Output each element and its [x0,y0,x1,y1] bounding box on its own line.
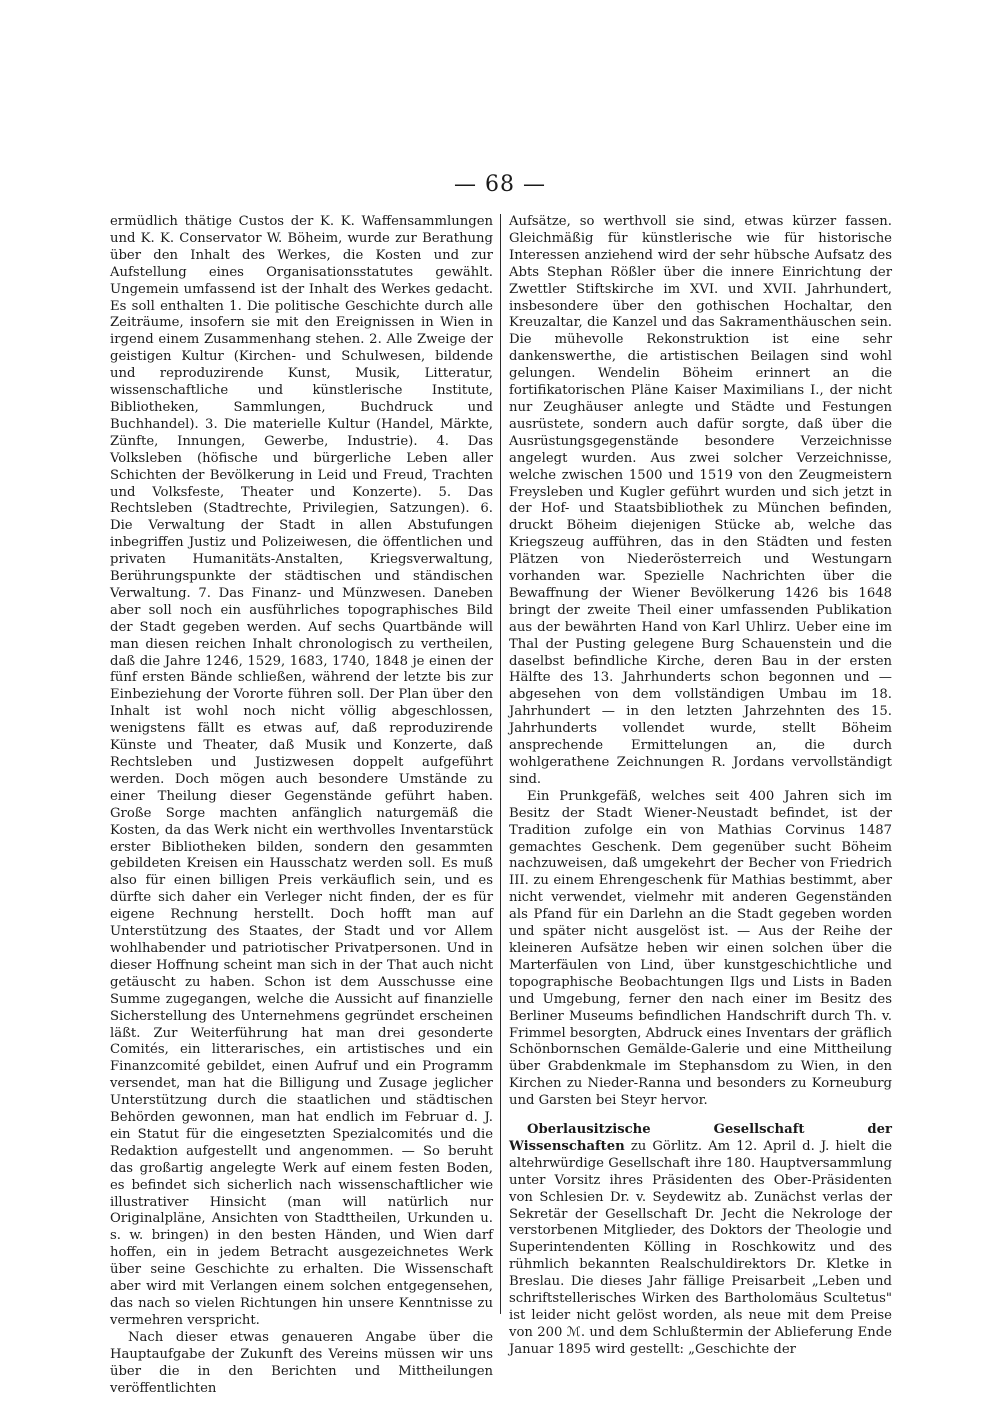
paragraph: Nach dieser etwas genaueren Angabe über die Hauptaufgabe der Zukunft des Vereins müssen wir uns über die in den Berichten und Mittheilungen veröffentlichten [110,1329,493,1396]
section-text: zu Görlitz. Am 12. April d. J. hielt die altehrwürdige Gesellschaft ihre 180. Hauptversammlung unter Vorsitz ihres Präsidenten des Ober-Präsidenten von Schlesien Dr. v. Seydewitz ab. Zunächst verlas der Sekretär der Gesellschaft Dr. Jecht die Nekrologe der verstorbenen Mitglieder, des Doktors der Theologie und Superintendenten Kölling in Roschkowitz und des rühmlich bekannten Realschuldirektors Dr. Kletke in Breslau. Die dieses Jahr fällige Preisarbeit „Leben und schriftstellerisches Wirken des Bartholomäus Scultetus" ist leider nicht gelöst worden, als neue mit dem Preise von 200 ℳ. und dem Schlußtermin der Ablieferung Ende Januar 1895 wird gestellt: „Geschichte der [509,1138,893,1357]
page-number: — 68 — [454,172,546,197]
section-heading: Oberlausitzische Gesellschaft der Wissenschaften [509,1122,892,1154]
section-gap [509,1110,892,1122]
section-paragraph [509,1122,892,1359]
paragraph: ermüdlich thätige Custos der K. K. Waffensammlungen und K. K. Conservator W. Böheim, wurde zur Berathung über den Inhalt des Werkes, die Kosten und zur Aufstellung eines Organisationsstatutes gewählt. Ungemein umfassend ist der Inhalt des Werkes gedacht. Es soll enthalten 1. Die politische Geschichte durch alle Zeiträume, insofern sie mit den Ereignissen in Wien in irgend einem Zusammenhang stehen. 2. Alle Zweige der geistigen Kultur (Kirchen- und Schulwesen, bildende und reproduzirende Kunst, Musik, Litteratur, wissenschaftliche und künstlerische Institute, Bibliotheken, Sammlungen, Buchdruck und Buchhandel). 3. Die materielle Kultur (Handel, Märkte, Zünfte, Innungen, Gewerbe, Industrie). 4. Das Volksleben (höfische und bürgerliche Leben aller Schichten der Bevölkerung in Leid und Freud, Trachten und Volksfeste, Theater und Konzerte). 5. Das Rechtsleben (Stadtrechte, Privilegien, Satzungen). 6. Die Verwaltung der Stadt in allen Abstufungen inbegriffen Justiz und Polizeiwesen, die öffentlichen und privaten Humanitäts-Anstalten, Kriegsverwaltung, Berührungspunkte der städtischen und ständischen Verwaltung. 7. Das Finanz- und Münzwesen. Daneben aber soll noch ein ausführliches topographisches Bild der Stadt gegeben werden. Auf sechs Quartbände will man diesen reichen Inhalt chronologisch zu vertheilen, daß die Jahre 1246, 1529, 1683, 1740, 1848 je einen der fünf ersten Bände schließen, während der letzte bis zur Einbeziehung der Vororte führen soll. Der Plan über den Inhalt ist wohl noch nicht völlig abgeschlossen, wenigstens fällt es etwas auf, daß reproduzirende Künste und Theater, daß Musik und Konzerte, daß Rechtsleben und Justizwesen doppelt aufgeführt werden. Doch mögen auch besondere Umstände zu einer Theilung dieser Gegenstände geführt haben. Große Sorge machten anfänglich naturgemäß die Kosten, da das Werk nicht ein werthvolles Inventarstück erster Bibliotheken bilden, sondern den gesammten gebildeten Kreisen ein Hausschatz werden soll. Es muß also für einen billigen Preis verkäuflich sein, und es dürfte sich daher ein Verleger nicht finden, der es für eigene Rechnung herstellt. Doch hofft man auf Unterstützung des Staates, der Stadt und vor Allem wohlhabender und patriotischer Privatpersonen. Und in dieser Hoffnung scheint man sich in der That auch nicht getäuscht zu haben. Schon ist dem Ausschusse eine Summe zugegangen, welche die Aussicht auf finanzielle Sicherstellung des Unternehmens gegründet erscheinen läßt. Zur Weiterführung hat man drei gesonderte Comités, ein litterarisches, ein artistisches und ein Finanzcomité gebildet, einen Aufruf und ein Programm versendet, man hat die Billigung und Zusage jeglicher Unterstützung durch die staatlichen und städtischen Behörden gewonnen, man hat endlich im Februar d. J. ein Statut für die eingesetzten Spezialcomités und die Redaktion aufgestellt und angenommen. — So beruht das großartig angelegte Werk auf einem festen Boden, es befindet sich sicherlich nach wissenschaftlicher wie illustrativer Hinsicht (man will natürlich nur Originalpläne, Ansichten von Stadttheilen, Urkunden u. s. w. bringen) in den besten Händen, und Wien darf hoffen, ein in jedem Betracht ausgezeichnetes Werk über seine Geschichte zu erhalten. Die Wissenschaft aber wird mit Verlangen einem solchen entgegensehen, das nach so vielen Richtungen hin unsere Kenntnisse zu vermehren verspricht. [110,214,493,1328]
paragraph: Aufsätze, so werthvoll sie sind, etwas kürzer fassen. Gleichmäßig für künstlerische wie für historische Interessen anziehend wird der sehr hübsche Aufsatz des Abts Stephan Rößler über die innere Einrichtung der Zwettler Stiftskirche im XVI. und XVII. Jahrhundert, insbesondere über den gothischen Hochaltar, den Kreuzaltar, die Kanzel und das Sakramenthäuschen sein. Die mühevolle Rekonstruktion ist eine sehr dankenswerthe, die artistischen Beilagen sind wohl gelungen. Wendelin Böheim erinnert an die fortifikatorischen Pläne Kaiser Maximilians I., der nicht nur Zeughäuser anlegte und Städte und Festungen ausrüstete, sondern auch dafür sorgte, daß über die Ausrüstungsgegenstände besondere Verzeichnisse angelegt wurden. Aus zwei solcher Verzeichnisse, welche zwischen 1500 und 1519 von den Zeugmeistern Freysleben und Kugler geführt wurden und sich jetzt in der Hof- und Staatsbibliothek zu München befinden, druckt Böheim diejenigen Stücke ab, welche das Kriegszeug aufführen, das in den Städten und festen Plätzen von Niederösterreich und Westungarn vorhanden war. Spezielle Nachrichten über die Bewaffnung der Wiener Bevölkerung 1426 bis 1648 bringt der zweite Theil einer umfassenden Publikation aus der bewährten Hand von Karl Uhlirz. Ueber eine im Thal der Pusting gelegene Burg Schauenstein und die daselbst befindliche Kirche, deren Bau in der ersten Hälfte des 13. Jahrhunderts schon begonnen und — abgesehen von dem vollständigen Umbau im 18. Jahrhundert — in den letzten Jahrzehnten des 15. Jahrhunderts vollendet wurde, stellt Böheim ansprechende Ermittelungen an, die durch wohlgerathene Zeichnungen R. Jordans vervollständigt sind. [509,214,892,787]
left-column [110,214,493,1397]
paragraph: Ein Prunkgefäß, welches seit 400 Jahren sich im Besitz der Stadt Wiener-Neustadt befindet, ist der Tradition zufolge ein von Mathias Corvinus 1487 gemachtes Geschenk. Dem gegenüber sucht Böheim nachzuweisen, daß umgekehrt der Becher von Friedrich III. zu einem Ehrengeschenk für Mathias bestimmt, aber nicht verwendet, vielmehr mit anderen Gegenständen als Pfand für ein Darlehn an die Stadt gegeben worden und später nicht ausgelöst ist. — Aus der Reihe der kleineren Aufsätze heben wir einen solchen über die Marterfäulen von Lind, über kunstgeschichtliche und topographische Beobachtungen Ilgs und Lists in Baden und Umgebung, ferner den nach einer im Besitz des Berliner Museums befindlichen Handschrift durch Th. v. Frimmel besorgten, Abdruck eines Inventars der gräflich Schönbornschen Gemälde-Galerie und eine Mittheilung über Grabdenkmale im Stephansdom zu Wien, in den Kirchen zu Nieder-Ranna und besonders zu Korneuburg und Garsten bei Steyr hervor. [509,788,892,1109]
column-divider [500,214,501,1314]
right-column [509,214,892,1359]
